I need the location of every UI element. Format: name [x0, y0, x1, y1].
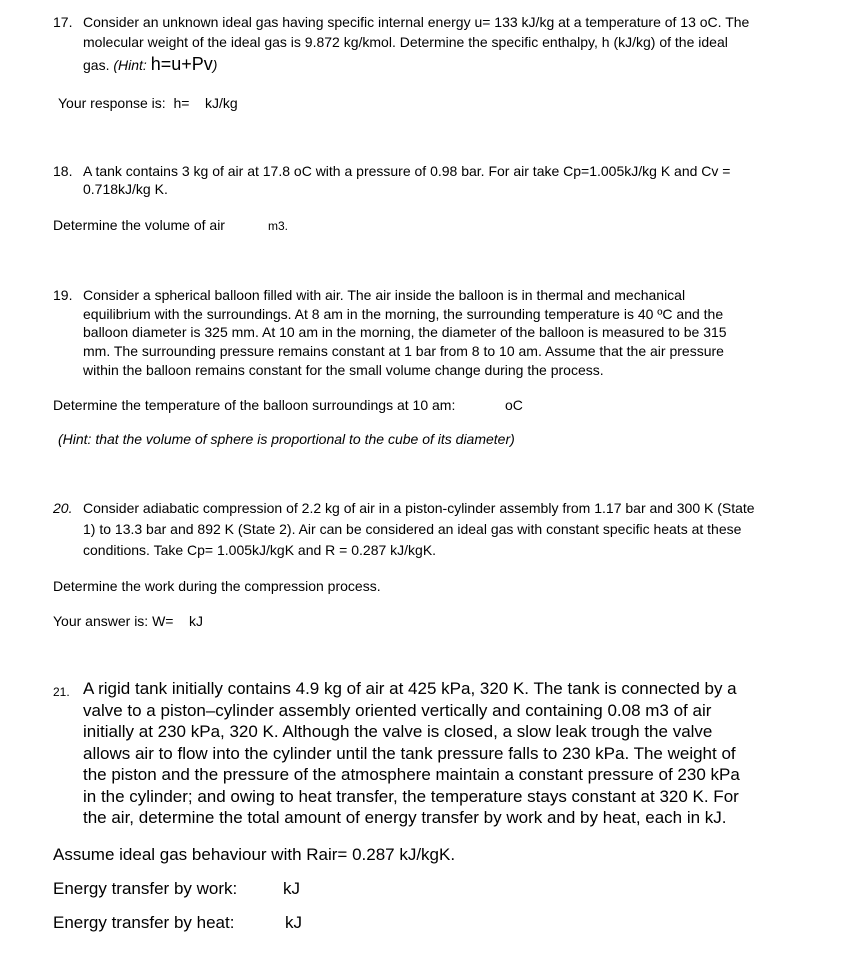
question-text-line: the air, determine the total amount of energy transfer by work and by heat, each in kJ.: [83, 808, 727, 827]
question-text-line: within the balloon remains constant for the small volume change during the process.: [83, 362, 604, 378]
prompt: Determine the temperature of the balloon surroundings at 10 am:: [53, 397, 456, 413]
hint: (Hint: that the volume of sphere is proportional to the cube of its diameter): [58, 431, 515, 447]
work-label: Energy transfer by work:: [53, 879, 238, 898]
question-text-line: [83, 55, 217, 74]
question-text-line: Consider adiabatic compression of 2.2 kg of air in a piston-cylinder assembly from 1.17 bar and 300 K (State: [83, 500, 755, 516]
question-text-line: equilibrium with the surroundings. At 8 am in the morning, the surrounding temperature is 40 ºC and the: [83, 306, 724, 322]
question-text-line: mm. The surrounding pressure remains constant at 1 bar from 8 to 10 am. Assume that the air pressure: [83, 343, 724, 359]
question-number: 18.: [53, 163, 73, 179]
question-text-line: A rigid tank initially contains 4.9 kg of air at 425 kPa, 320 K. The tank is connected by a: [83, 679, 737, 698]
heat-unit: kJ: [285, 913, 302, 932]
question-text-line: valve to a piston–cylinder assembly oriented vertically and containing 0.08 m3 of air: [83, 701, 712, 720]
question-text-line: 1) to 13.3 bar and 892 K (State 2). Air can be considered an ideal gas with constant specific heats at these: [83, 521, 742, 537]
heat-label: Energy transfer by heat:: [53, 913, 235, 932]
response-line: Your response is: h= kJ/kg: [58, 95, 238, 111]
question-text-line: the piston and the pressure of the atmosphere maintain a constant pressure of 230 kPa: [83, 765, 740, 784]
assumption: Assume ideal gas behaviour with Rair= 0.287 kJ/kgK.: [53, 845, 456, 864]
prompt: Determine the work during the compression process.: [53, 578, 381, 594]
question-text-line: Consider a spherical balloon filled with air. The air inside the balloon is in thermal and mechanical: [83, 287, 686, 303]
unit: oC: [505, 397, 523, 413]
question-text-line: initially at 230 kPa, 320 K. Although the valve is closed, a slow leak trough the valve: [83, 722, 713, 741]
question-text-line: 0.718kJ/kg K.: [83, 181, 168, 197]
text-gas: gas.: [83, 57, 110, 73]
question-text-line: molecular weight of the ideal gas is 9.872 kg/kmol. Determine the specific enthalpy, h (kJ/kg) of the ideal: [83, 34, 728, 50]
hint-equation: h=u+Pv: [150, 54, 213, 74]
question-text-line: in the cylinder; and owing to heat transfer, the temperature stays constant at 320 K. For: [83, 787, 739, 806]
prompt: Determine the volume of air: [53, 217, 225, 233]
question-text-line: A tank contains 3 kg of air at 17.8 oC with a pressure of 0.98 bar. For air take Cp=1.005kJ/kg K and Cv =: [83, 163, 731, 179]
question-text-line: allows air to flow into the cylinder until the tank pressure falls to 230 kPa. The weight of: [83, 744, 736, 763]
question-text-line: Consider an unknown ideal gas having specific internal energy u= 133 kJ/kg at a temperature of 13 oC. The: [83, 14, 750, 30]
unit: m3.: [268, 219, 289, 233]
hint-label: (Hint:: [113, 57, 147, 73]
question-text-line: balloon diameter is 325 mm. At 10 am in the morning, the diameter of the balloon is measured to be 315: [83, 324, 727, 340]
hint-close: ): [212, 57, 218, 73]
answer-line: Your answer is: W= kJ: [53, 613, 204, 629]
question-number: 19.: [53, 287, 73, 303]
question-text-line: conditions. Take Cp= 1.005kJ/kgK and R = 0.287 kJ/kgK.: [83, 542, 437, 558]
question-number: 21.: [53, 685, 70, 699]
work-unit: kJ: [283, 879, 300, 898]
question-number: 17.: [53, 14, 73, 30]
question-number: 20.: [53, 500, 73, 516]
